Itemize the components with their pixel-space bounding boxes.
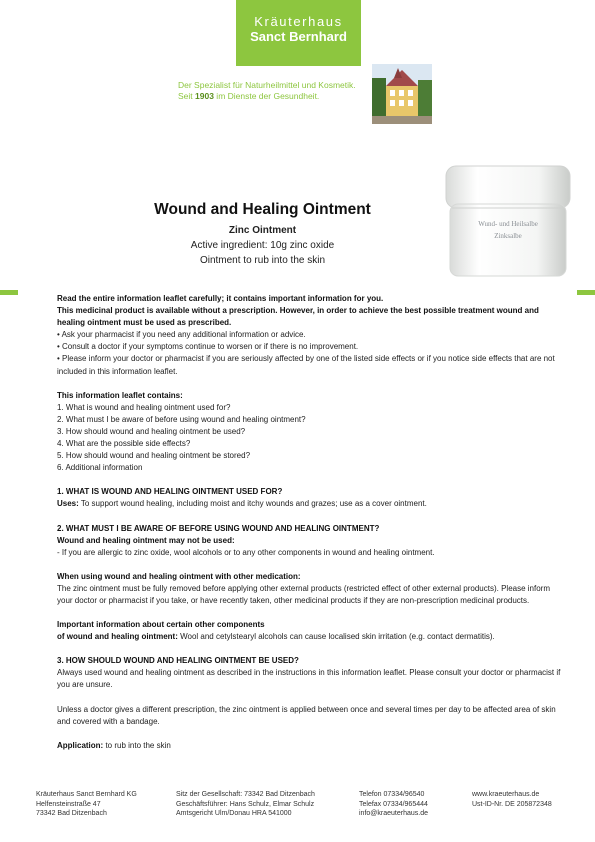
footer-web [472, 790, 552, 809]
section-1-uses: Uses: To support wound healing, including moist and itchy wounds and grazes; use as a cover ointment. [57, 499, 427, 509]
section-3-text-1: Always used wound and healing ointment as described in the instructions in this information leaflet. Please consult your doctor or pharmacist if you are unsure. [57, 668, 561, 690]
footer-line: Kräuterhaus Sanct Bernhard KG [36, 791, 137, 798]
footer-line: 73342 Bad Ditzenbach [36, 810, 107, 817]
contents-heading: This information leaflet contains: [57, 390, 183, 400]
intro-bullet: • Consult a doctor if your symptoms continue to worsen or if there is no improvement. [57, 342, 359, 352]
section-3-heading: 3. HOW SHOULD WOUND AND HEALING OINTMENT BE USED? [57, 656, 299, 666]
intro-bullet: • Please inform your doctor or pharmacist if you are seriously affected by one of the listed side effects or if you notice side effects that are not included in this information leaflet. [57, 354, 555, 376]
section-1-heading: 1. WHAT IS WOUND AND HEALING OINTMENT USED FOR? [57, 487, 283, 497]
footer-line: Amtsgericht Ulm/Donau HRA 541000 [176, 810, 292, 817]
active-ingredient: Active ingredient: 10g zinc oxide [190, 240, 335, 251]
contents-item: 3. How should wound and healing ointment be used? [57, 426, 246, 436]
footer-website-link[interactable]: www.kraeuterhaus.de [472, 791, 540, 798]
logo-line-1: Kräuterhaus [254, 14, 343, 29]
contents-item: 1. What is wound and healing ointment used for? [57, 402, 231, 412]
not-used-heading: Wound and healing ointment may not be used: [57, 535, 235, 545]
tagline-line-1: Der Spezialist für Naturheilmittel und Kosmetik. [178, 80, 356, 90]
footer-email[interactable]: info@kraeuterhaus.de [359, 810, 428, 817]
footer-line: Ust-ID-Nr. DE 205872348 [472, 800, 552, 808]
ointment-jar-image [438, 158, 578, 286]
house-photo [372, 64, 432, 124]
intro-bullet: • Ask your pharmacist if you need any additional information or advice. [57, 330, 306, 340]
jar-label-line-2: Zinksalbe [494, 232, 522, 240]
contents-item: 2. What must I be aware of before using wound and healing ointment? [57, 414, 306, 424]
footer-line: Helfensteinstraße 47 [36, 800, 101, 808]
tagline-line-2: Seit 1903 im Dienste der Gesundheit. [178, 91, 320, 101]
leaflet-body [57, 293, 567, 752]
footer-company [36, 790, 137, 819]
product-subtitle: Zinc Ointment [228, 225, 297, 236]
jar-label-line-1: Wund- und Heilsalbe [478, 220, 538, 228]
left-edge-mark [0, 290, 18, 295]
intro-bold-2: This medicinal product is available without a prescription. However, in order to achieve the best possible treatment wound and healing ointment must be used as prescribed. [57, 306, 539, 328]
right-edge-mark [577, 290, 595, 295]
contents-item: 5. How should wound and healing ointment be stored? [57, 451, 251, 461]
footer-registration [176, 790, 315, 819]
footer-contact [359, 790, 428, 819]
product-title: Wound and Healing Ointment [154, 201, 371, 218]
brand-tagline [178, 80, 356, 102]
application-line: Application: to rub into the skin [57, 740, 171, 750]
section-3-text-2: Unless a doctor gives a different prescription, the zinc ointment is applied between once and several times per day to be affected area of skin and covered with a bandage. [57, 704, 556, 726]
usage-line: Ointment to rub into the skin [199, 255, 326, 266]
footer-line: Telefon 07334/96540 [359, 791, 425, 798]
section-2-heading: 2. WHAT MUST I BE AWARE OF BEFORE USING WOUND AND HEALING OINTMENT? [57, 523, 380, 533]
footer-line: Sitz der Gesellschaft: 73342 Bad Ditzenbach [176, 791, 315, 798]
contents-item: 4. What are the possible side effects? [57, 439, 191, 449]
footer-line: Geschäftsführer: Hans Schulz, Elmar Schulz [176, 800, 315, 808]
contents-item: 6. Additional information [57, 463, 143, 473]
other-medication-text: The zinc ointment must be fully removed before applying other external products (restricted effect of other external products). Please inform your doctor or pharmacist if you take, or have recently taken, other medicinal products if they are non-prescription medicinal products. [57, 583, 550, 605]
product-heading [120, 200, 405, 268]
intro-bold-1: Read the entire information leaflet carefully; it contains important information for you. [57, 294, 384, 303]
footer-line: Telefax 07334/965444 [359, 800, 428, 808]
other-medication-heading: When using wound and healing ointment with other medication: [57, 571, 301, 581]
important-info-text: of wound and healing ointment: Wool and cetylstearyl alcohols can cause localised skin irritation (e.g. contact dermatitis). [57, 632, 495, 642]
important-info-heading: Important information about certain other components [57, 620, 265, 630]
brand-logo [236, 0, 361, 66]
not-used-text: - If you are allergic to zinc oxide, wool alcohols or to any other components in wound and healing ointment. [57, 547, 435, 557]
logo-line-2: Sanct Bernhard [250, 29, 347, 44]
